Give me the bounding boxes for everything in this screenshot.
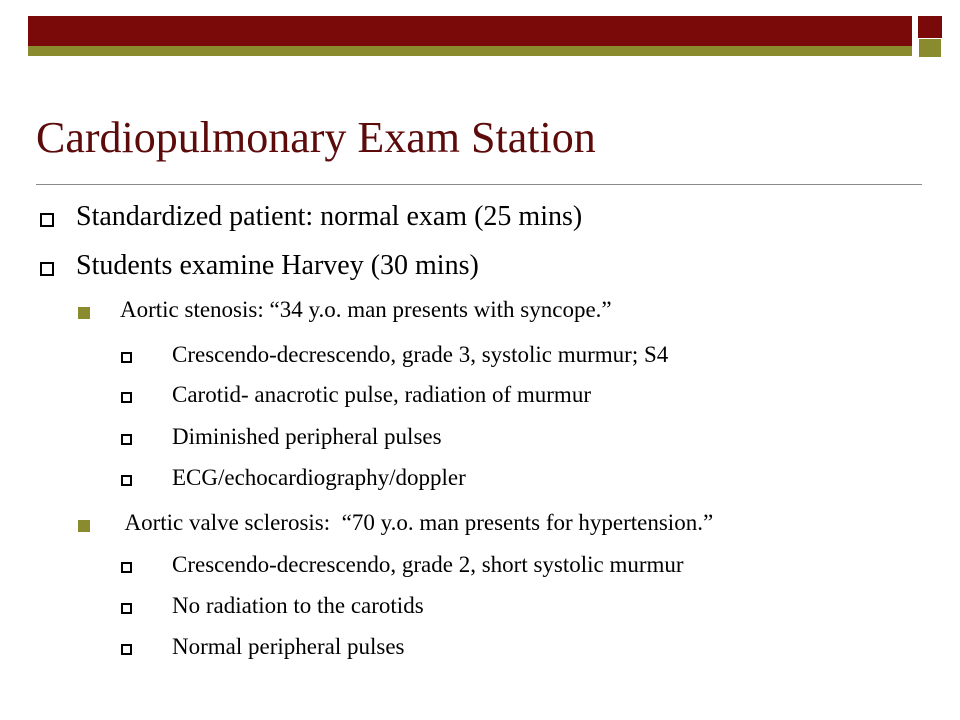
sub-bullet-item — [78, 510, 948, 540]
header-bar-red — [28, 16, 912, 46]
detail-bullet-item — [121, 552, 921, 582]
bullet-text: Carotid- anacrotic pulse, radiation of murmur — [172, 382, 591, 407]
corner-block-olive — [918, 38, 942, 58]
bullet-text: Crescendo-decrescendo, grade 2, short systolic murmur — [172, 552, 684, 577]
bullet-text: No radiation to the carotids — [172, 593, 424, 618]
bullet-item — [40, 250, 920, 286]
hollow-square-bullet-icon — [121, 644, 132, 655]
bullet-text: Crescendo-decrescendo, grade 3, systolic murmur; S4 — [172, 342, 669, 367]
bullet-text: Aortic valve sclerosis: “70 y.o. man presents for hypertension.” — [120, 510, 714, 535]
hollow-square-bullet-icon — [40, 213, 54, 227]
bullet-text: Diminished peripheral pulses — [172, 424, 442, 449]
olive-square-bullet-icon — [78, 520, 90, 532]
corner-block-red — [918, 16, 942, 38]
hollow-square-bullet-icon — [121, 392, 132, 403]
header-decoration-bar — [28, 16, 912, 56]
bullet-text: Students examine Harvey (30 mins) — [76, 250, 479, 281]
detail-bullet-item — [121, 465, 921, 495]
bullet-text: Normal peripheral pulses — [172, 634, 405, 659]
detail-bullet-item — [121, 382, 921, 412]
hollow-square-bullet-icon — [121, 434, 132, 445]
olive-square-bullet-icon — [78, 307, 90, 319]
detail-bullet-item — [121, 593, 921, 623]
bullet-item — [40, 201, 920, 237]
title-divider — [36, 184, 922, 185]
hollow-square-bullet-icon — [40, 262, 54, 276]
detail-bullet-item — [121, 634, 921, 664]
hollow-square-bullet-icon — [121, 603, 132, 614]
slide-title: Cardiopulmonary Exam Station — [36, 113, 596, 162]
bullet-text: Aortic stenosis: “34 y.o. man presents with syncope.” — [120, 297, 612, 322]
bullet-text: Standardized patient: normal exam (25 mins) — [76, 201, 583, 232]
sub-bullet-item — [78, 297, 928, 327]
detail-bullet-item — [121, 342, 921, 372]
hollow-square-bullet-icon — [121, 562, 132, 573]
header-bar-olive — [28, 46, 912, 56]
hollow-square-bullet-icon — [121, 352, 132, 363]
bullet-text: ECG/echocardiography/doppler — [172, 465, 466, 490]
detail-bullet-item — [121, 424, 921, 454]
hollow-square-bullet-icon — [121, 475, 132, 486]
